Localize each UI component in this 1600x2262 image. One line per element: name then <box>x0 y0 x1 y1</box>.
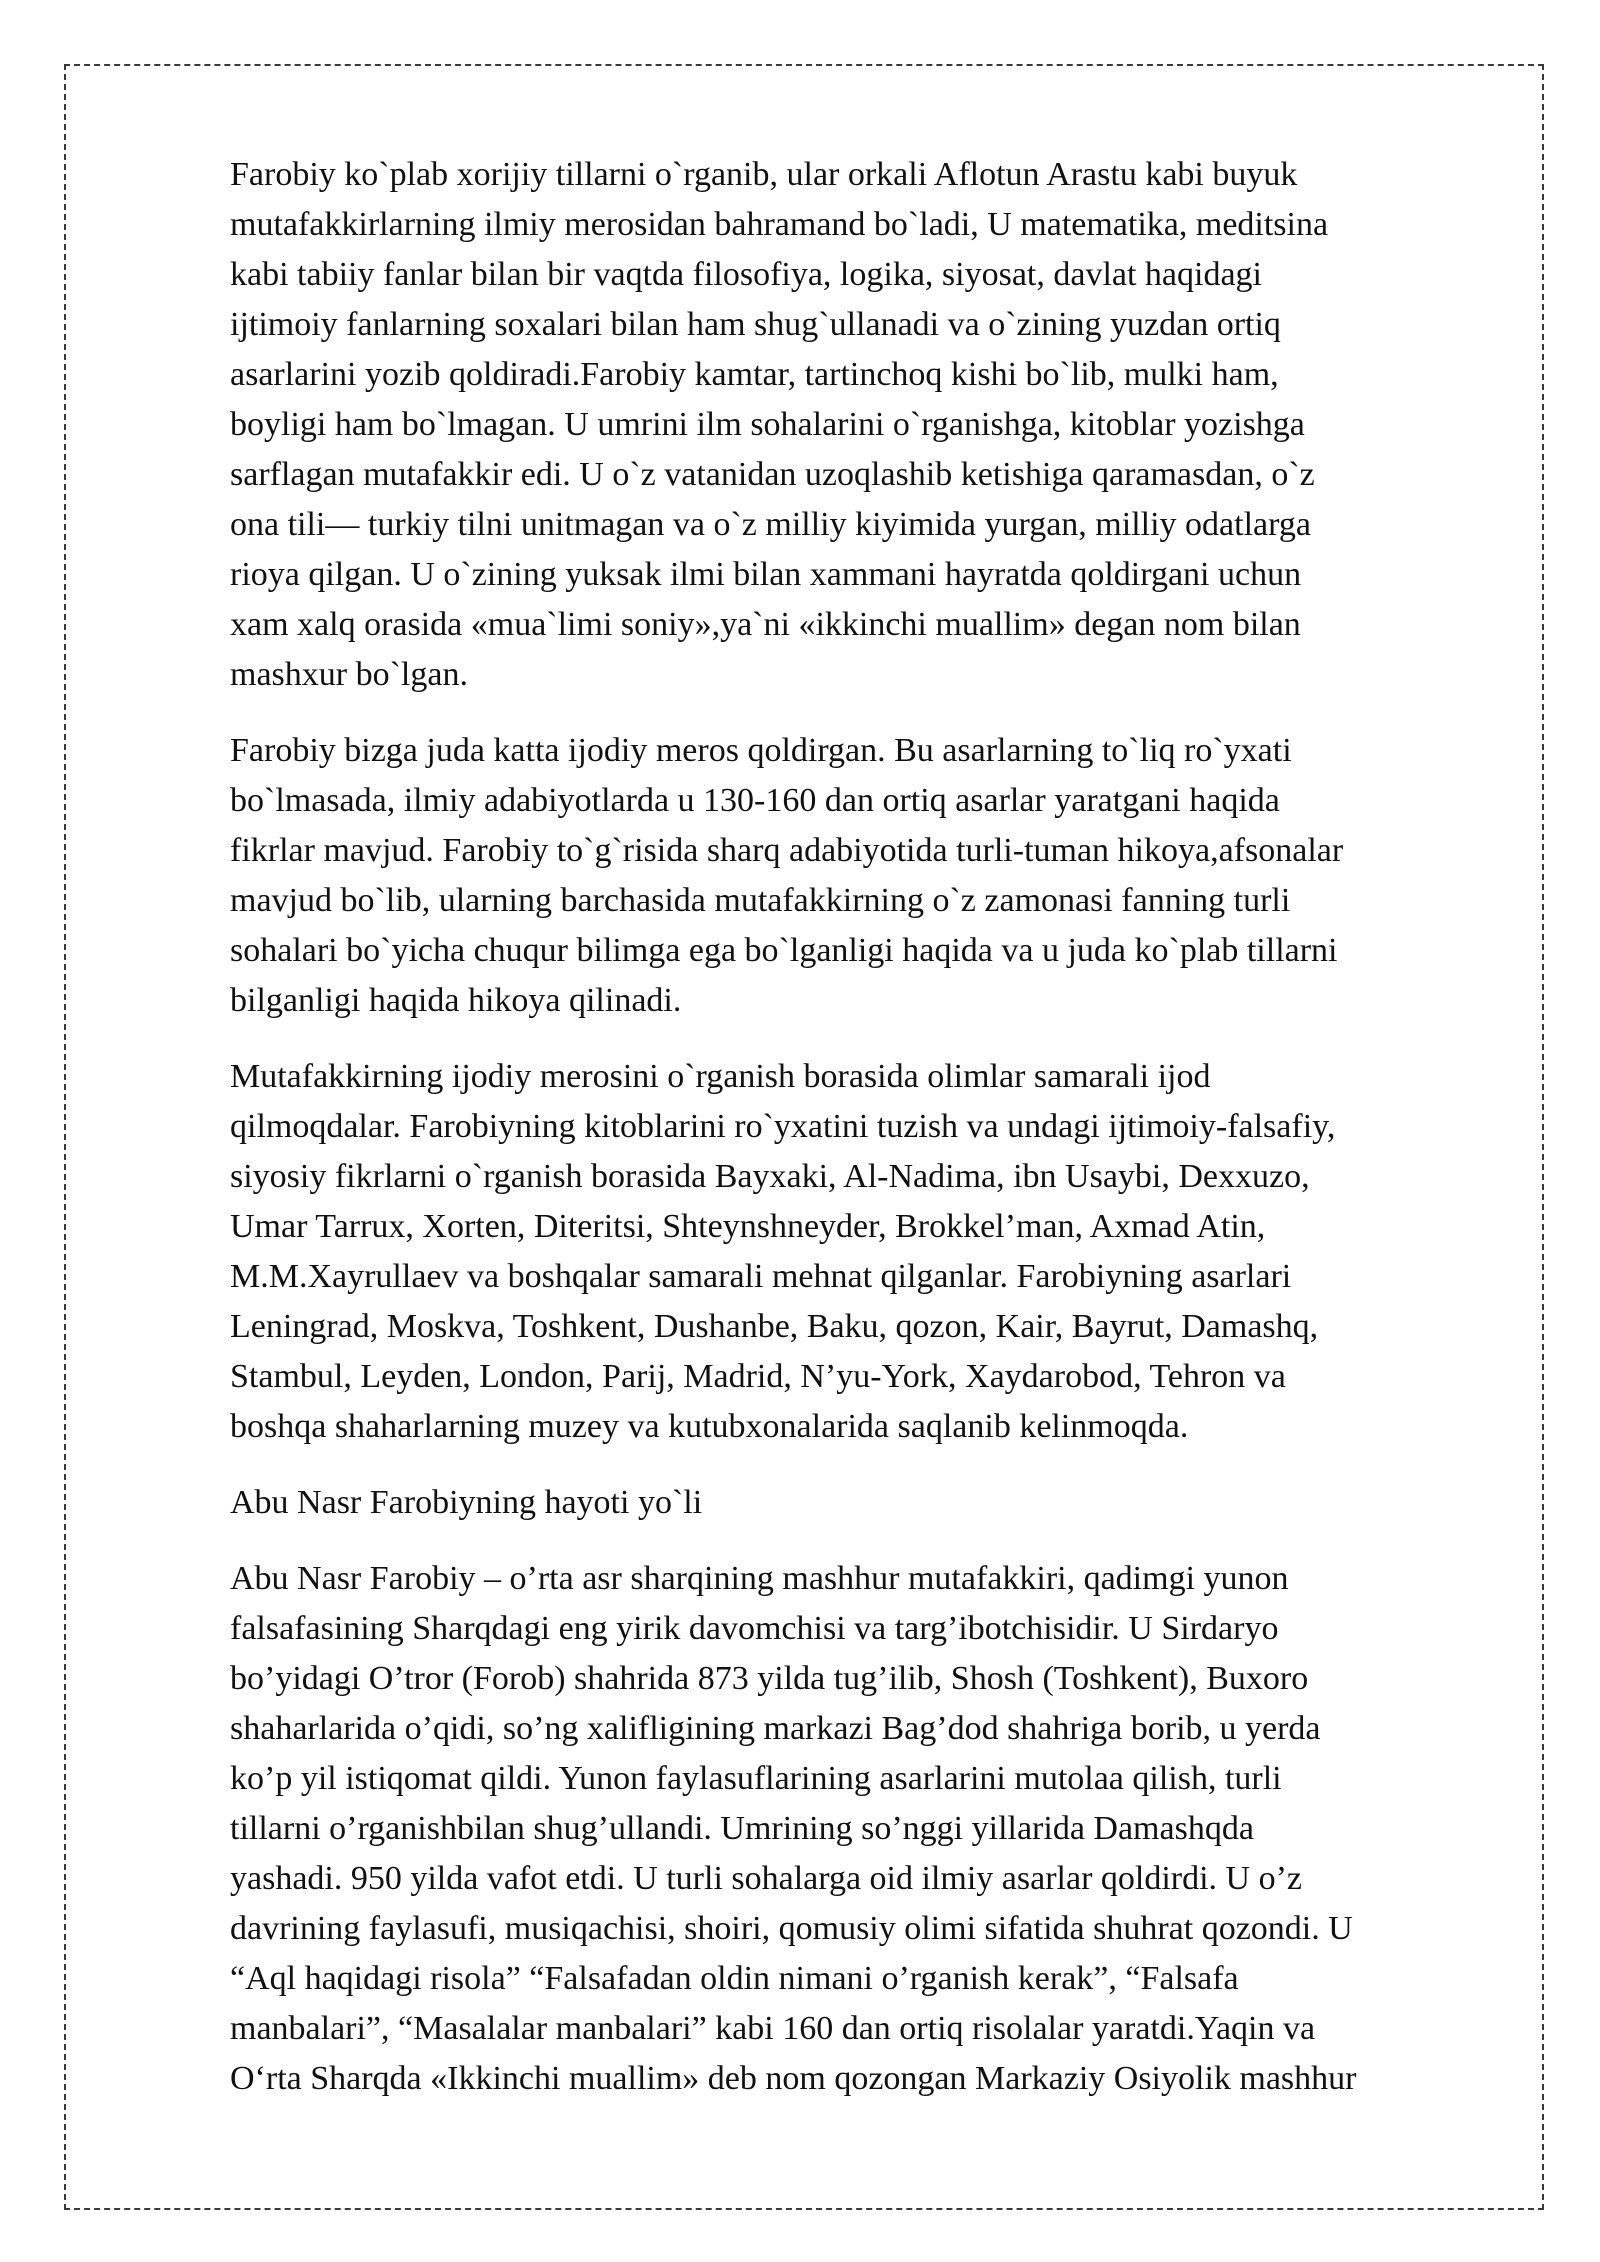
text-line: asarlarini yozib qoldiradi.Farobiy kamtar, tartinchoq kishi bo`lib, mulki ham, <box>230 356 1279 393</box>
text-line: davrining faylasufi, musiqachisi, shoiri, qomusiy olimi sifatida shuhrat qozondi. U <box>230 1910 1353 1947</box>
text-line: shaharlarida o’qidi, so’ng xalifligining markazi Bag’dod shahriga borib, u yerda <box>230 1710 1321 1747</box>
text-line: falsafasining Sharqdagi eng yirik davomchisi va targ’ibotchisidir. U Sirdaryo <box>230 1610 1279 1647</box>
text-line: bo’yidagi O’tror (Forob) shahrida 873 yilda tug’ilib, Shosh (Toshkent), Buxoro <box>230 1660 1309 1697</box>
text-line: bo`lmasada, ilmiy adabiyotlarda u 130-160 dan ortiq asarlar yaratgani haqida <box>230 782 1280 819</box>
section-heading <box>230 1478 1480 1528</box>
text-line: rioya qilgan. U o`zining yuksak ilmi bilan xammani hayratda qoldirgani uchun <box>230 556 1302 593</box>
text-line: M.M.Xayrullaev va boshqalar samarali mehnat qilganlar. Farobiyning asarlari <box>230 1258 1292 1295</box>
text-line: bilganligi haqida hikoya qilinadi. <box>230 982 682 1019</box>
text-line: fikrlar mavjud. Farobiy to`g`risida sharq adabiyotida turli-tuman hikoya,afsonalar <box>230 832 1344 869</box>
text-line: kabi tabiiy fanlar bilan bir vaqtda filosofiya, logika, siyosat, davlat haqidagi <box>230 256 1263 293</box>
text-line: Stambul, Leyden, London, Parij, Madrid, N’yu-York, Xaydarobod, Tehron va <box>230 1358 1286 1395</box>
text-line: ijtimoiy fanlarning soxalari bilan ham shug`ullanadi va o`zining yuzdan ortiq <box>230 306 1281 343</box>
text-line: qilmoqdalar. Farobiyning kitoblarini ro`yxatini tuzish va undagi ijtimoiy-falsafiy, <box>230 1108 1336 1145</box>
text-line: xam xalq orasida «mua`limi soniy»,ya`ni «ikkinchi muallim» degan nom bilan <box>230 606 1301 643</box>
text-line: manbalari”, “Masalalar manbalari” kabi 160 dan ortiq risolalar yaratdi.Yaqin va <box>230 2010 1316 2047</box>
text-line: “Aql haqidagi risola” “Falsafadan oldin nimani o’rganish kerak”, “Falsafa <box>230 1960 1239 1997</box>
paragraph-2 <box>230 726 1480 1026</box>
text-line: sarflagan mutafakkir edi. U o`z vatanidan uzoqlashib ketishiga qaramasdan, o`z <box>230 456 1315 493</box>
paragraph-4 <box>230 1554 1480 2104</box>
text-line: sohalari bo`yicha chuqur bilimga ega bo`lganligi haqida va u juda ko`plab tillarni <box>230 932 1338 969</box>
text-line: tillarni o’rganishbilan shug’ullandi. Umrining so’nggi yillarida Damashqda <box>230 1810 1254 1847</box>
text-line: Abu Nasr Farobiy – o’rta asr sharqining mashhur mutafakkiri, qadimgi yunon <box>230 1560 1289 1597</box>
text-line: yashadi. 950 yilda vafot etdi. U turli sohalarga oid ilmiy asarlar qoldirdi. U o’z <box>230 1860 1303 1897</box>
text-line: boshqa shaharlarning muzey va kutubxonalarida saqlanib kelinmoqda. <box>230 1408 1189 1445</box>
text-line: O‘rta Sharqda «Ikkinchi muallim» deb nom qozongan Markaziy Osiyolik mashhur <box>230 2060 1357 2097</box>
paragraph-1 <box>230 150 1480 700</box>
paragraph-3 <box>230 1052 1480 1452</box>
text-line: mavjud bo`lib, ularning barchasida mutafakkirning o`z zamonasi fanning turli <box>230 882 1291 919</box>
text-line: mutafakkirlarning ilmiy merosidan bahramand bo`ladi, U matematika, meditsina <box>230 206 1329 243</box>
text-line: boyligi ham bo`lmagan. U umrini ilm sohalarini o`rganishga, kitoblar yozishga <box>230 406 1305 443</box>
text-line: Mutafakkirning ijodiy merosini o`rganish borasida olimlar samarali ijod <box>230 1058 1211 1095</box>
text-line: Abu Nasr Farobiyning hayoti yo`li <box>230 1484 703 1521</box>
text-line: Umar Tarrux, Xorten, Diteritsi, Shteynshneyder, Brokkel’man, Axmad Atin, <box>230 1208 1266 1245</box>
text-line: ko’p yil istiqomat qildi. Yunon faylasuflarining asarlarini mutolaa qilish, turli <box>230 1760 1282 1797</box>
text-line: mashxur bo`lgan. <box>230 656 468 693</box>
text-line: Leningrad, Moskva, Toshkent, Dushanbe, Baku, qozon, Kair, Bayrut, Damashq, <box>230 1308 1319 1345</box>
text-line: ona tili— turkiy tilni unitmagan va o`z milliy kiyimida yurgan, milliy odatlarga <box>230 506 1311 543</box>
document-body <box>230 150 1480 2130</box>
text-line: Farobiy bizga juda katta ijodiy meros qoldirgan. Bu asarlarning to`liq ro`yxati <box>230 732 1292 769</box>
text-line: Farobiy ko`plab xorijiy tillarni o`rganib, ular orkali Aflotun Arastu kabi buyuk <box>230 156 1298 193</box>
text-line: siyosiy fikrlarni o`rganish borasida Bayxaki, Al-Nadima, ibn Usaybi, Dexxuzo, <box>230 1158 1310 1195</box>
